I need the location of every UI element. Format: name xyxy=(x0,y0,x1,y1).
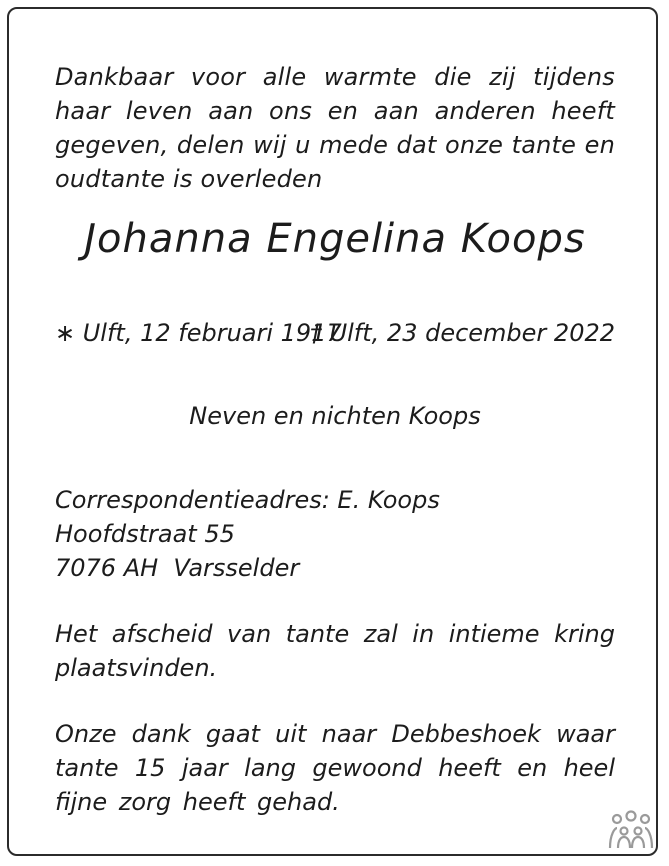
life-dates xyxy=(55,316,615,350)
address-line-1: Correspondentieadres: E. Koops xyxy=(55,486,440,514)
death-date: † Ulft, 23 december 2022 xyxy=(309,319,615,347)
family-people-icon xyxy=(607,810,655,852)
intro-text: Dankbaar voor alle warmte die zij tijdens haar leven aan ons en aan anderen heeft gegeven, delen wij u mede dat onze tante en oudtante is overleden xyxy=(55,63,615,193)
farewell-paragraph: Het afscheid van tante zal in intieme kring plaatsvinden. xyxy=(55,620,615,682)
correspondence-address xyxy=(55,483,615,585)
birth-date: ∗ Ulft, 12 februari 1917 xyxy=(55,319,342,347)
deceased-name: Johanna Engelina Koops xyxy=(84,216,586,262)
thanks-paragraph: Onze dank gaat uit naar Debbeshoek waar tante 15 jaar lang gewoond heeft en heel fijne zorg heeft gehad. xyxy=(55,720,615,816)
family-signature: Neven en nichten Koops xyxy=(189,402,481,430)
address-line-3: 7076 AH Varsselder xyxy=(55,554,300,582)
address-line-2: Hoofdstraat 55 xyxy=(55,520,235,548)
